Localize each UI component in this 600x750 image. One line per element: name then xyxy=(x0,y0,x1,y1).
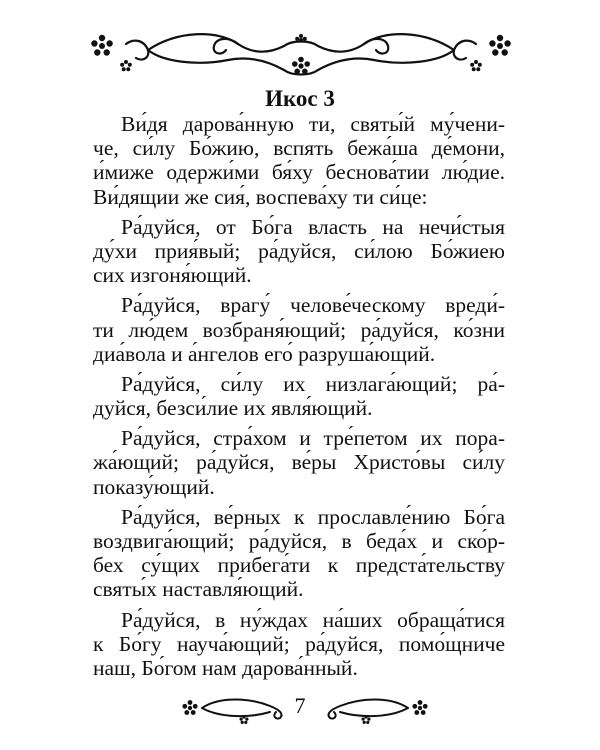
text-line: Ра́дуйся, в ну́ждах на́ших обраща́тися xyxy=(121,607,505,632)
text-line: Ра́дуйся, ве́рных к прославле́нию Бо́га xyxy=(121,504,505,529)
text-line: ти лю́дем возбраня́ющий; ра́дуйся, ко́зни xyxy=(93,317,505,342)
text-line: и́миже одержи́ми бя́ху беснова́тии лю́дие. xyxy=(93,160,505,185)
paragraph-7 xyxy=(93,608,505,681)
text-line: че, си́лу Бо́жию, вспять бежа́ша де́мони, xyxy=(93,136,505,161)
text-line: дуйся, безси́лие их явля́ющий. xyxy=(93,396,373,421)
text-line: Ра́дуйся, врагу́ челове́ческому вреди́- xyxy=(121,293,505,318)
paragraph-3 xyxy=(93,293,505,366)
paragraph-4 xyxy=(93,372,505,420)
text-line: святы́х наставля́ющий. xyxy=(93,577,304,602)
text-line: Ра́дуйся, от Бо́га власть на нечи́стыя xyxy=(121,214,505,239)
text-line: ду́хи прия́вый; ра́дуйся, си́лою Бо́жиею xyxy=(93,238,505,263)
text-line: сих изгоня́ющий. xyxy=(93,263,252,288)
paragraph-6 xyxy=(93,505,505,602)
text-line: Ви́дя дарова́нную ти, святы́й му́чени- xyxy=(121,112,505,136)
text-line: диа́вола и а́нгелов его́ разруша́ющий. xyxy=(93,341,436,366)
paragraph-5 xyxy=(93,426,505,499)
page-number: 7 xyxy=(294,693,306,718)
prayer-text-body xyxy=(93,112,505,680)
text-line: Ра́дуйся, си́лу их низлага́ющий; ра́- xyxy=(121,371,505,396)
text-line: показу́ющий. xyxy=(93,474,215,499)
text-line: к Бо́гу науча́ющий; ра́дуйся, помо́щниче xyxy=(93,631,505,656)
section-heading: Икос 3 xyxy=(265,86,335,111)
text-line: жа́ющий; ра́дуйся, ве́ры Христо́вы си́лу xyxy=(93,450,505,475)
paragraph-2 xyxy=(93,215,505,288)
top-ornament-flourish xyxy=(88,22,514,82)
paragraph-1 xyxy=(93,112,505,209)
text-line: бех су́щих прибега́ти к предста́тельству xyxy=(93,553,505,578)
text-line: воздвига́ющий; ра́дуйся, в беда́х и ско́р- xyxy=(93,529,505,553)
text-line: Ра́дуйся, стра́хом и тре́петом их пора- xyxy=(121,426,505,451)
text-line: Ви́дящии же сия́, воспева́ху ти си́це: xyxy=(93,184,428,209)
text-line: наш, Бо́гом нам дарова́нный. xyxy=(93,655,358,680)
